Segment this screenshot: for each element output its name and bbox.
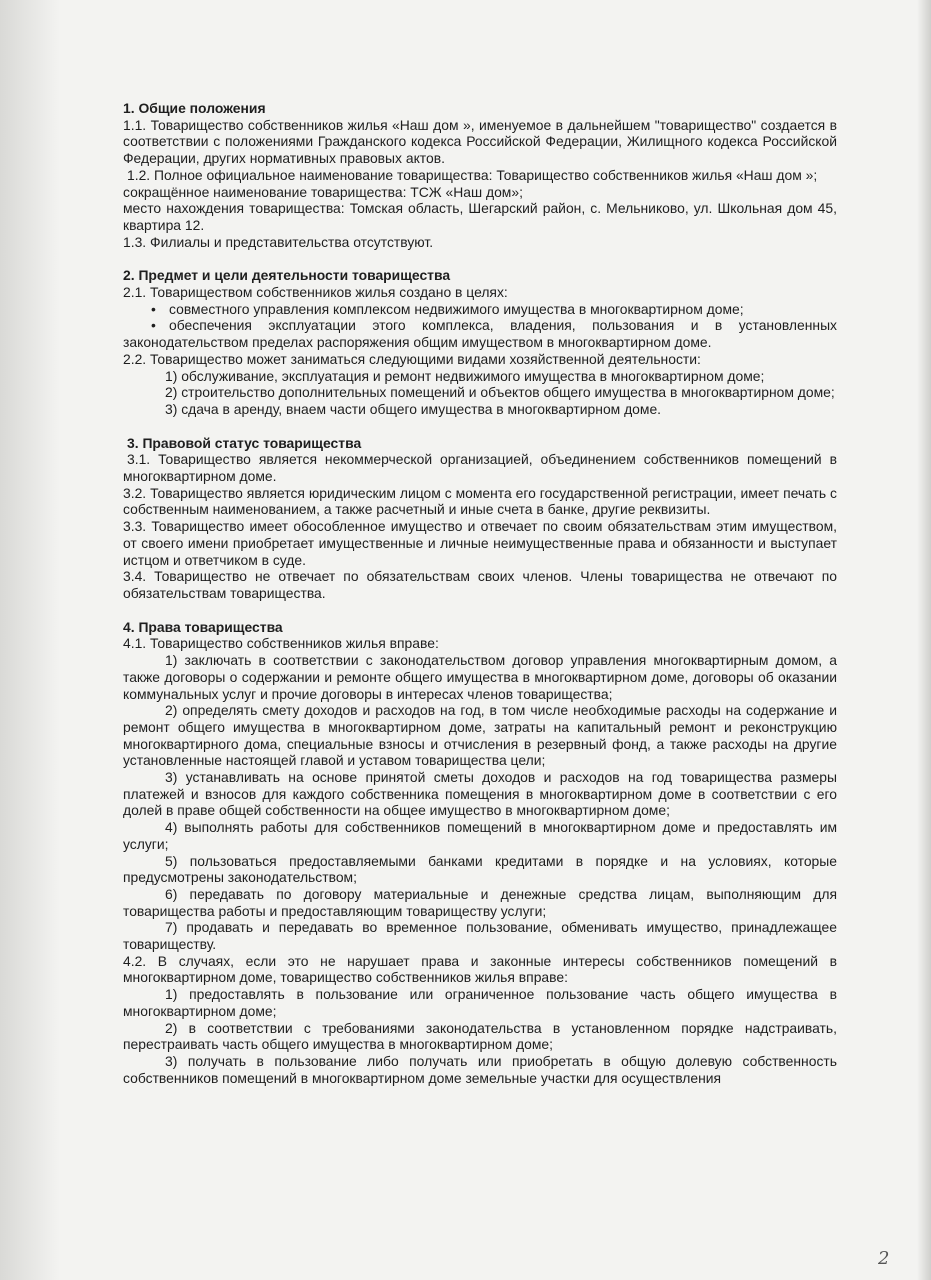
- list-item: 2) определять смету доходов и расходов на год, в том числе необходимые расходы на содержание и ремонт общего имущества в многоквартирном доме, затраты на капитальный ремонт и реконструкцию многоквартирного дома, специальные взносы и отчисления в резервный фонд, а также расходы на другие установленные настоящей главой и уставом товарищества цели;: [123, 702, 837, 769]
- paragraph: сокращённое наименование товарищества: ТСЖ «Наш дом»;: [123, 183, 523, 200]
- paragraph: 4.1. Товарищество собственников жилья вправе:: [123, 635, 439, 652]
- list-item: 1) предоставлять в пользование или ограниченное пользование часть общего имущества в многоквартирном доме;: [123, 986, 837, 1019]
- list-item: 7) продавать и передавать во временное пользование, обменивать имущество, принадлежащее товариществу.: [123, 919, 837, 953]
- paragraph: 3.1. Товарищество является некоммерческой организацией, объединением собственников помещений в многоквартирном доме.: [123, 451, 837, 485]
- paragraph: место нахождения товарищества: Томская область, Шегарский район, с. Мельниково, ул. Школьная дом 45, квартира 12.: [123, 200, 837, 233]
- page-shadow-right: [917, 0, 931, 1280]
- list-item: 3) получать в пользование либо получать или приобретать в общую долевую собственность собственников помещений в многоквартирном доме земельные участки для осуществления: [123, 1052, 837, 1086]
- paragraph: 2.2. Товарищество может заниматься следующими видами хозяйственной деятельности:: [123, 350, 701, 367]
- page-number: 2: [878, 1248, 890, 1269]
- list-item: 5) пользоваться предоставляемыми банками кредитами в порядке и на условиях, которые предусмотрены законодательством;: [123, 852, 837, 886]
- section-heading: 1. Общие положения: [123, 100, 266, 116]
- list-item: • обеспечения эксплуатации этого комплекса, владения, пользования и в установленных законодательством пределах распоряжения общим имуществом в многоквартирном доме.: [123, 317, 837, 350]
- section-heading: 4. Права товарищества: [123, 618, 283, 635]
- paragraph: 3.3. Товарищество имеет обособленное имущество и отвечает по своим обязательствам этим имуществом, от своего имени приобретает имущественные и личные неимущественные права и обязанности и выступает истцом и ответчиком в суде.: [123, 518, 837, 568]
- list-item: 6) передавать по договору материальные и денежные средства лицам, выполняющим для товарищества работы и предоставляющим товариществу услуги;: [123, 885, 837, 919]
- paragraph: 1.1. Товарищество собственников жилья «Наш дом », именуемое в дальнейшем "товарищество" создается в соответствии с положениями Гражданского кодекса Российской Федерации, Жилищного кодекса Российской Федерации, других нормативных правовых актов.: [123, 116, 837, 167]
- paragraph: 3.2. Товарищество является юридическим лицом с момента его государственной регистрации, имеет печать с собственным наименованием, а также расчетный и иные счета в банке, другие реквизиты.: [123, 484, 837, 518]
- list-item: 3) сдача в аренду, внаем части общего имущества в многоквартирном доме.: [165, 400, 662, 417]
- document-body: [123, 100, 837, 1086]
- section-heading: 3. Правовой статус товарищества: [127, 434, 362, 451]
- list-item: 4) выполнять работы для собственников помещений в многоквартирном доме и предоставлять им услуги;: [123, 819, 837, 852]
- section-heading: 2. Предмет и цели деятельности товарищества: [123, 267, 451, 284]
- list-item: • совместного управления комплексом недвижимого имущества в многоквартирном доме;: [123, 301, 837, 318]
- list-item: 1) обслуживание, эксплуатация и ремонт недвижимого имущества в многоквартирном доме;: [165, 367, 765, 384]
- list-item: 2) в соответствии с требованиями законодательства в установленном порядке надстраивать, перестраивать часть общего имущества в многоквартирном доме;: [123, 1019, 837, 1053]
- list-item: 3) устанавливать на основе принятой сметы доходов и расходов на год товарищества размеры платежей и взносов для каждого собственника помещения в многоквартирном доме в соответствии с его долей в праве общей собственности на общее имущество в многоквартирном доме;: [123, 769, 837, 819]
- list-item: 1) заключать в соответствии с законодательством договор управления многоквартирным домом, а также договоры о содержании и ремонте общего имущества в многоквартирном доме, договоры об оказании коммунальных услуг и прочие договоры в интересах членов товарищества;: [123, 652, 837, 702]
- paragraph: 1.2. Полное официальное наименование товарищества: Товарищество собственников жилья «Наш дом »;: [127, 166, 818, 183]
- paragraph: 3.4. Товарищество не отвечает по обязательствам своих членов. Члены товарищества не отвечают по обязательствам товарищества.: [123, 568, 837, 601]
- paragraph: 1.3. Филиалы и представительства отсутствуют.: [123, 233, 434, 250]
- list-item: 2) строительство дополнительных помещений и объектов общего имущества в многоквартирном доме;: [165, 384, 835, 401]
- paragraph: 2.1. Товариществом собственников жилья создано в целях:: [123, 284, 508, 301]
- bullet-list: [123, 301, 837, 351]
- paragraph: 4.2. В случаях, если это не нарушает права и законные интересы собственников помещений в многоквартирном доме, товарищество собственников жилья вправе:: [123, 952, 837, 986]
- page-shadow-left: [0, 0, 60, 1280]
